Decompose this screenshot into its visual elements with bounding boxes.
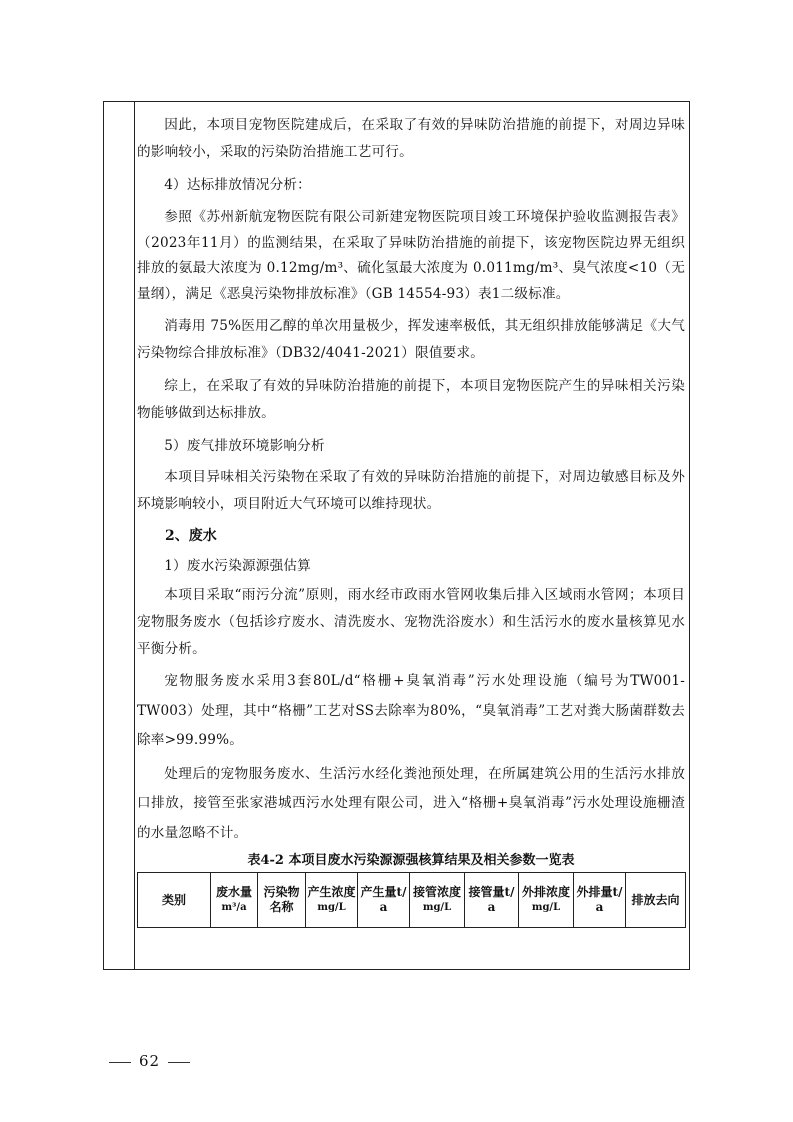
paragraph-rain-sewage: 本项目采取“雨污分流”原则，雨水经市政雨水管网收集后排入区域雨水管网；本项目宠物服务废水（包括诊疗废水、清洗废水、宠物洗浴废水）和生活污水的废水量核算见水平衡分析。 [137,587,685,657]
header-discharge-amount: 外排量t/a [574,873,626,928]
paragraph-exhaust-impact: 本项目异味相关污染物在采取了有效的异味防治措施的前提下，对周边敏感目标及外环境影响较小，项目附近大气环境可以维持现状。 [137,469,685,512]
header-pollutant-name: 污染物名称 [258,873,306,928]
wastewater-table [137,872,686,928]
section-heading-wastewater: 2、废水 [165,528,217,544]
header-discharge-concentration: 外排浓度 mg/L [519,873,574,928]
table-title: 表4-2 本项目废水污染源源强核算结果及相关参数一览表 [247,853,575,868]
header-discharge-destination: 排放去向 [626,873,686,928]
subheading-exhaust-impact: 5）废气排放环境影响分析 [164,438,325,454]
table-header-row [138,873,686,928]
page-footer [101,1052,198,1070]
left-label-column [104,102,135,969]
paragraph-conclusion: 因此，本项目宠物医院建成后，在采取了有效的异味防治措施的前提下，对周边异味的影响较小，采取的污染防治措施工艺可行。 [137,117,685,160]
footer-dash-left [109,1062,131,1063]
header-generation-amount: 产生量t/a [358,873,410,928]
subheading-wastewater-source: 1）废水污染源源强估算 [164,558,311,574]
header-generation-concentration: 产生浓度 mg/L [306,873,358,928]
content-frame [103,101,690,970]
paragraph-monitoring: 参照《苏州新航宠物医院有限公司新建宠物医院项目竣工环境保护验收监测报告表》（2023年11月）的监测结果，在采取了异味防治措施的前提下，该宠物医院边界无组织排放的氨最大浓度为 0.12mg/m³、硫化氢最大浓度为 0.011mg/m³、臭气浓度<10（无量纲），满足《恶臭污染物排放标准》（GB 14554-93）表1二级标准。 [137,209,685,302]
header-category: 类别 [138,873,211,928]
header-connection-amount: 接管量t/a [465,873,519,928]
main-content [137,112,685,928]
paragraph-disinfection: 消毒用 75%医用乙醇的单次用量极少，挥发速率极低，其无组织排放能够满足《大气污染物综合排放标准》（DB32/4041-2021）限值要求。 [137,318,685,361]
paragraph-summary: 综上，在采取了有效的异味防治措施的前提下，本项目宠物医院产生的异味相关污染物能够做到达标排放。 [137,378,685,421]
header-wastewater-volume: 废水量 m³/a [211,873,258,928]
footer-dash-right [168,1062,190,1063]
subheading-compliance: 4）达标排放情况分析： [164,177,311,193]
header-connection-concentration: 接管浓度 mg/L [410,873,465,928]
paragraph-discharge: 处理后的宠物服务废水、生活污水经化粪池预处理，在所属建筑公用的生活污水排放口排放，接管至张家港城西污水处理有限公司，进入“格栅+臭氧消毒”污水处理设施栅渣的水量忽略不计。 [137,765,685,841]
page-number: 62 [139,1052,161,1070]
paragraph-treatment-facility: 宠物服务废水采用3套80L/d“格栅+臭氧消毒”污水处理设施（编号为TW001-TW003）处理，其中“格栅”工艺对SS去除率为80%，“臭氧消毒”工艺对粪大肠菌群数去除率>99.99%。 [137,673,685,748]
